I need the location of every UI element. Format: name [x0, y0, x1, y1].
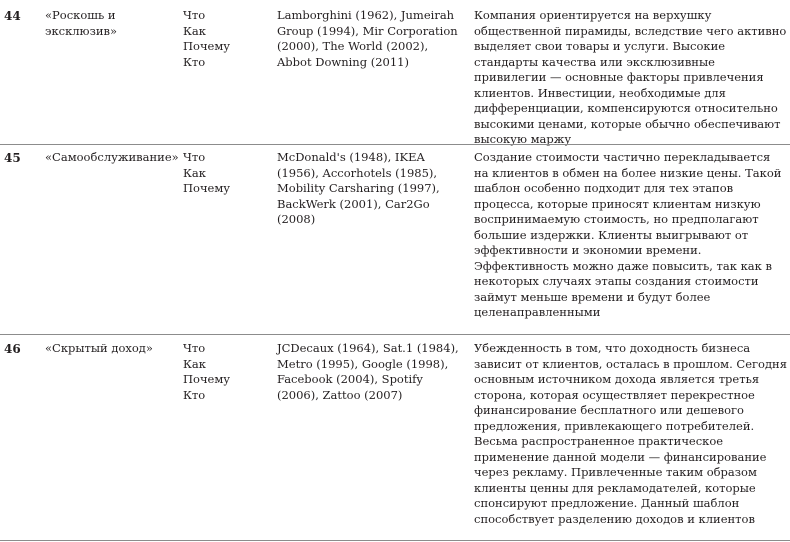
pattern-name: «Скрытый доход» [45, 341, 153, 355]
pattern-description: Компания ориентируется на верхушку общественной пирамиды, вследствие чего активно выделяет свои товары и услуги. Высокие стандарты качества или эксклюзивные привилегии — основные факторы привлечения клиентов. Инвестиции, необходимые для дифференциации, компенсируются относительно высокими ценами, которые обычно обеспечивают высокую маржу [474, 8, 787, 146]
pattern-name: «Роскошь и эксклюзив» [45, 8, 118, 38]
pattern-examples: JCDecaux (1964), Sat.1 (1984), Metro (1995), Google (1998), Facebook (2004), Spotify (2006), Zattoo (2007) [277, 341, 459, 402]
question-who: Кто [183, 387, 206, 402]
pattern-examples: McDonald's (1948), IKEA (1956), Accorhotels (1985), Mobility Carsharing (1997), BackWerk (2001), Car2Go (2008) [277, 150, 440, 226]
pattern-questions [183, 8, 268, 70]
question-how: Как [183, 356, 206, 371]
pattern-number: 44 [4, 9, 21, 23]
table-row [0, 335, 790, 542]
pattern-number: 46 [4, 342, 21, 356]
pattern-questions [183, 341, 268, 403]
question-why: Почему [183, 372, 231, 386]
question-who: Кто [183, 54, 206, 69]
question-why: Почему [183, 39, 231, 53]
row-divider [0, 540, 790, 541]
pattern-examples: Lamborghini (1962), Jumeirah Group (1994), Mir Corporation (2000), The World (2002), Abbot Downing (2011) [277, 8, 458, 69]
question-what: Что [183, 150, 206, 164]
table-row [0, 0, 790, 144]
question-why: Почему [183, 181, 231, 195]
question-what: Что [183, 8, 206, 22]
pattern-description: Создание стоимости частично перекладывается на клиентов в обмен на более низкие цены. Такой шаблон особенно подходит для тех этапов процесса, которые приносят клиентам низкую воспринимаемую стоимость, но предполагают большие издержки. Клиенты выигрывают от эффективности и экономии времени. Эффективность можно даже повысить, так как в некоторых случаях этапы создания стоимости займут меньше времени и будут более целенаправленными [474, 150, 782, 319]
table-row [0, 145, 790, 334]
pattern-questions [183, 150, 268, 197]
pattern-number: 45 [4, 151, 21, 165]
pattern-name: «Самообслуживание» [45, 150, 179, 164]
question-how: Как [183, 23, 206, 38]
question-how: Как [183, 165, 206, 180]
pattern-description: Убежденность в том, что доходность бизнеса зависит от клиентов, осталась в прошлом. Сегодня основным источником дохода является третья сторона, которая осуществляет перекрестное финансирование бесплатного или дешевого предложения, привлекающего потребителей. Весьма распространенное практическое применение данной модели — финансирование через рекламу. Привлеченные таким образом клиенты ценны для рекламодателей, которые спонсируют предложение. Данный шаблон способствует разделению доходов и клиентов [474, 341, 787, 526]
question-what: Что [183, 341, 206, 355]
